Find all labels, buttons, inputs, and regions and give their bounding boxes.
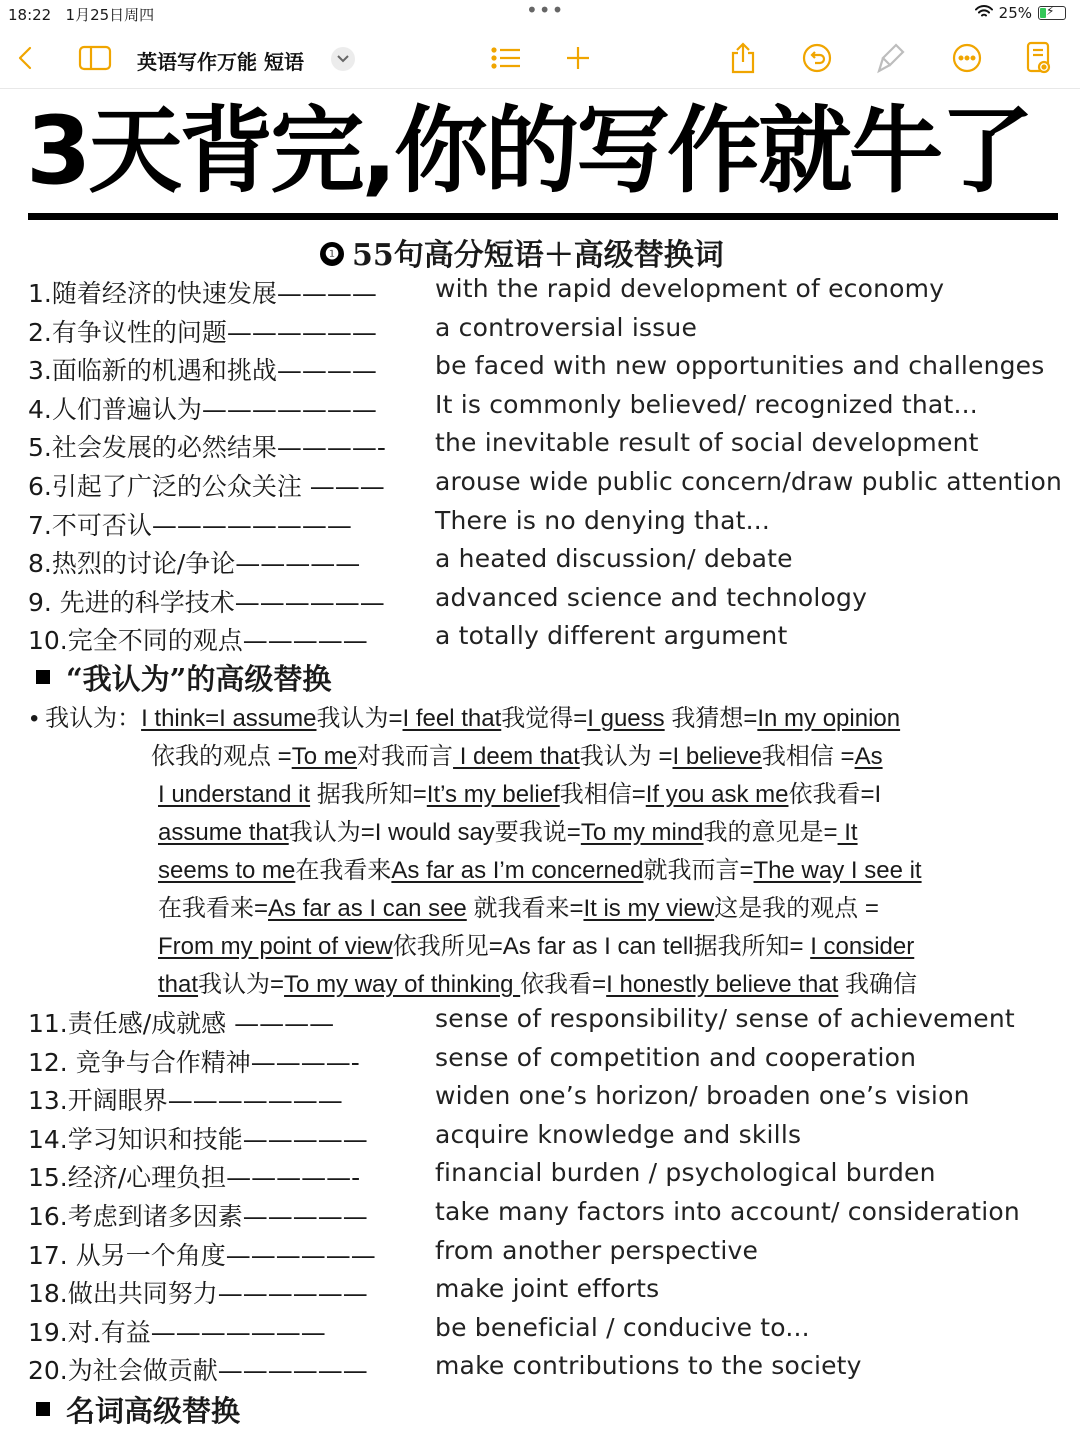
opinion-phrase: I believe: [672, 743, 762, 770]
phrase-chinese: 7.不可否认————————: [28, 510, 352, 540]
opinion-text: 我猜想=: [664, 705, 758, 732]
multitask-dots-icon[interactable]: •••: [526, 0, 565, 22]
opinion-line: [30, 966, 1060, 1004]
phrase-english: make joint efforts: [435, 1274, 660, 1304]
phrase-english: It is commonly believed/ recognized that...: [435, 389, 978, 419]
phrase-row: [28, 390, 1068, 428]
opinion-phrase: As far as I’m concerned: [391, 857, 644, 884]
subheading-nouns: 名词高级替换: [36, 1389, 240, 1430]
opinion-text: 我确信: [838, 971, 917, 998]
opinion-text: 在我看来=: [158, 895, 269, 922]
opinion-line: [30, 814, 1060, 852]
phrase-row: [28, 1274, 1068, 1312]
phrase-chinese: 13.开阔眼界———————: [28, 1086, 343, 1116]
opinion-line: [30, 890, 1060, 928]
opinion-phrase: To my way of thinking: [284, 971, 521, 998]
notes-toolbar: [0, 30, 1080, 89]
phrase-english: a heated discussion/ debate: [435, 544, 793, 574]
opinion-text: 我觉得=: [501, 705, 588, 732]
opinion-text: 我相信 =: [761, 743, 855, 770]
phrase-row: [28, 1313, 1068, 1351]
phrase-row: [28, 1120, 1068, 1158]
status-time: 18:22 1月25日周四: [8, 6, 155, 24]
phrase-chinese: 6.引起了广泛的公众关注 ———: [28, 472, 385, 501]
opinion-text: 我认为=I would say要我说=: [288, 819, 581, 846]
phrase-row: [28, 428, 1068, 466]
phrase-chinese: 15.经济/心理负担—————-: [28, 1163, 361, 1193]
phrase-english: a controversial issue: [435, 312, 698, 342]
opinion-phrase: assume that: [158, 819, 289, 846]
opinion-line: [30, 928, 1060, 966]
phrase-chinese: 18.做出共同努力——————: [28, 1279, 368, 1309]
opinion-text: 我认为=: [316, 705, 403, 732]
opinion-phrase: In my opinion: [757, 705, 901, 732]
pen-icon[interactable]: [874, 38, 908, 78]
opinion-phrase: If you ask me: [645, 781, 789, 808]
opinion-phrase: As far as I can see: [268, 895, 467, 922]
phrase-chinese: 5.社会发展的必然结果————-: [28, 433, 386, 463]
phrase-row: [28, 583, 1068, 621]
phrase-row: [28, 1197, 1068, 1235]
opinion-phrase: It’s my belief: [426, 781, 560, 808]
opinion-phrase: It: [837, 819, 858, 846]
phrase-chinese: 11.责任感/成就感 ————: [28, 1009, 335, 1038]
opinion-phrase: From my point of view: [158, 933, 393, 960]
phrase-english: sense of competition and cooperation: [435, 1042, 917, 1072]
opinion-phrase: I consider: [810, 933, 915, 960]
phrase-english: take many factors into account/ consideration: [435, 1197, 1020, 1226]
opinion-phrase: As: [854, 743, 883, 770]
opinion-phrase: To me: [291, 743, 358, 770]
phrase-english: be beneficial / conducive to...: [435, 1312, 810, 1342]
section-title: ❶ 55句高分短语＋高级替换词: [320, 230, 724, 274]
phrase-row: [28, 544, 1068, 582]
phrase-chinese: 1.随着经济的快速发展————: [28, 279, 377, 308]
phrase-english: a totally different argument: [435, 621, 788, 651]
phrase-english: arouse wide public concern/draw public attention: [435, 467, 1063, 496]
phrase-row: [28, 621, 1068, 659]
opinion-text: 我的意见是=: [703, 819, 838, 846]
opinion-text: 依我的观点 =: [151, 743, 292, 770]
opinion-line: [30, 738, 1060, 776]
opinion-text: 就我而言=: [643, 857, 754, 884]
opinion-text: • 我认为：: [30, 705, 142, 732]
phrase-row: [28, 1081, 1068, 1119]
phrase-english: be faced with new opportunities and challenges: [435, 351, 1045, 381]
square-bullet-icon: [36, 670, 50, 684]
square-bullet-icon: [36, 1402, 50, 1416]
phrase-english: with the rapid development of economy: [435, 274, 945, 303]
opinion-text: 这是我的观点 =: [714, 895, 879, 922]
opinion-text: 据我所知=: [310, 781, 427, 808]
opinion-phrase: I guess: [587, 705, 665, 732]
phrase-chinese: 14.学习知识和技能—————: [28, 1124, 368, 1154]
list-format-icon[interactable]: [488, 38, 524, 78]
phrase-chinese: 19.对.有益———————: [28, 1317, 326, 1347]
opinion-phrase: The way I see it: [753, 857, 922, 884]
phrase-row: [28, 1004, 1068, 1042]
opinion-text: 我认为=: [198, 971, 285, 998]
share-icon[interactable]: [726, 38, 760, 78]
battery-icon: ⚡: [1038, 6, 1066, 20]
phrase-english: financial burden / psychological burden: [435, 1158, 936, 1188]
phrase-chinese: 3.面临新的机遇和挑战————: [28, 356, 377, 386]
opinion-text: 在我看来: [295, 857, 392, 884]
wifi-icon: [975, 4, 993, 22]
opinion-phrase: I honestly believe that: [606, 971, 839, 998]
phrase-english: the inevitable result of social development: [435, 428, 979, 458]
opinion-text: 我认为 =: [579, 743, 673, 770]
opinion-line: [30, 852, 1060, 890]
opinion-text: 我相信=: [559, 781, 646, 808]
phrase-chinese: 17. 从另一个角度——————: [28, 1240, 376, 1270]
phrase-chinese: 8.热烈的讨论/争论—————: [28, 549, 361, 579]
section-number-badge: ❶: [320, 242, 344, 266]
phrase-chinese: 4.人们普遍认为———————: [28, 394, 377, 424]
phrase-row: [28, 1236, 1068, 1274]
add-icon[interactable]: [562, 38, 594, 78]
document-title[interactable]: 英语写作万能 短语: [137, 50, 304, 74]
battery-percent: 25%: [998, 4, 1032, 22]
back-chevron-icon[interactable]: [10, 38, 40, 78]
phrase-row: [28, 1351, 1068, 1389]
phrase-chinese: 9. 先进的科学技术——————: [28, 587, 385, 617]
phrase-english: There is no denying that...: [435, 505, 771, 535]
phrase-chinese: 2.有争议性的问题——————: [28, 317, 377, 347]
phrase-english: make contributions to the society: [435, 1351, 862, 1381]
phrase-english: widen one’s horizon/ broaden one’s vision: [435, 1081, 970, 1111]
opinion-phrase: seems to me: [158, 857, 296, 884]
phrase-chinese: 20.为社会做贡献——————: [28, 1356, 368, 1386]
phrase-english: advanced science and technology: [435, 582, 868, 612]
opinion-line: [30, 776, 1060, 814]
phrase-row: [28, 351, 1068, 389]
more-options-icon[interactable]: [950, 38, 984, 78]
status-bar: [0, 0, 1080, 26]
phrase-row: [28, 506, 1068, 544]
phrase-english: sense of responsibility/ sense of achievement: [435, 1004, 1015, 1033]
opinion-text: 依我看=: [520, 971, 607, 998]
title-divider: [28, 213, 1058, 220]
compose-note-icon[interactable]: [1022, 38, 1056, 78]
phrase-chinese: 16.考虑到诸多因素—————: [28, 1202, 368, 1231]
subheading-opinion: “我认为”的高级替换: [36, 657, 331, 698]
phrase-english: from another perspective: [435, 1235, 759, 1265]
sidebar-icon[interactable]: [76, 38, 114, 78]
opinion-phrase: that: [158, 971, 199, 998]
phrase-chinese: 12. 竞争与合作精神————-: [28, 1047, 360, 1077]
phrase-row: [28, 467, 1068, 505]
opinion-text: 依我所见=As far as I can tell据我所知=: [392, 933, 811, 960]
opinion-line: [30, 700, 1060, 738]
opinion-paragraph: [30, 700, 1060, 1004]
opinion-phrase: To my mind: [580, 819, 704, 846]
phrase-row: [28, 313, 1068, 351]
title-menu-chevron-icon[interactable]: [331, 47, 355, 71]
phrase-row: [28, 1158, 1068, 1196]
headline-title: 3天背完,你的写作就牛了: [26, 97, 1032, 206]
opinion-text: 就我看来=: [466, 895, 584, 922]
opinion-text: 对我而言: [357, 743, 454, 770]
phrase-english: acquire knowledge and skills: [435, 1119, 802, 1149]
phrase-chinese: 10.完全不同的观点—————: [28, 626, 368, 656]
phrase-row: [28, 274, 1068, 312]
opinion-phrase: It is my view: [583, 895, 715, 922]
opinion-phrase: I understand it: [158, 781, 311, 808]
opinion-phrase: I feel that: [402, 705, 502, 732]
opinion-phrase: I think=I assume: [141, 705, 317, 732]
undo-icon[interactable]: [800, 38, 834, 78]
phrase-row: [28, 1043, 1068, 1081]
opinion-text: 依我看=I: [788, 781, 882, 808]
opinion-phrase: I deem that: [453, 743, 580, 770]
